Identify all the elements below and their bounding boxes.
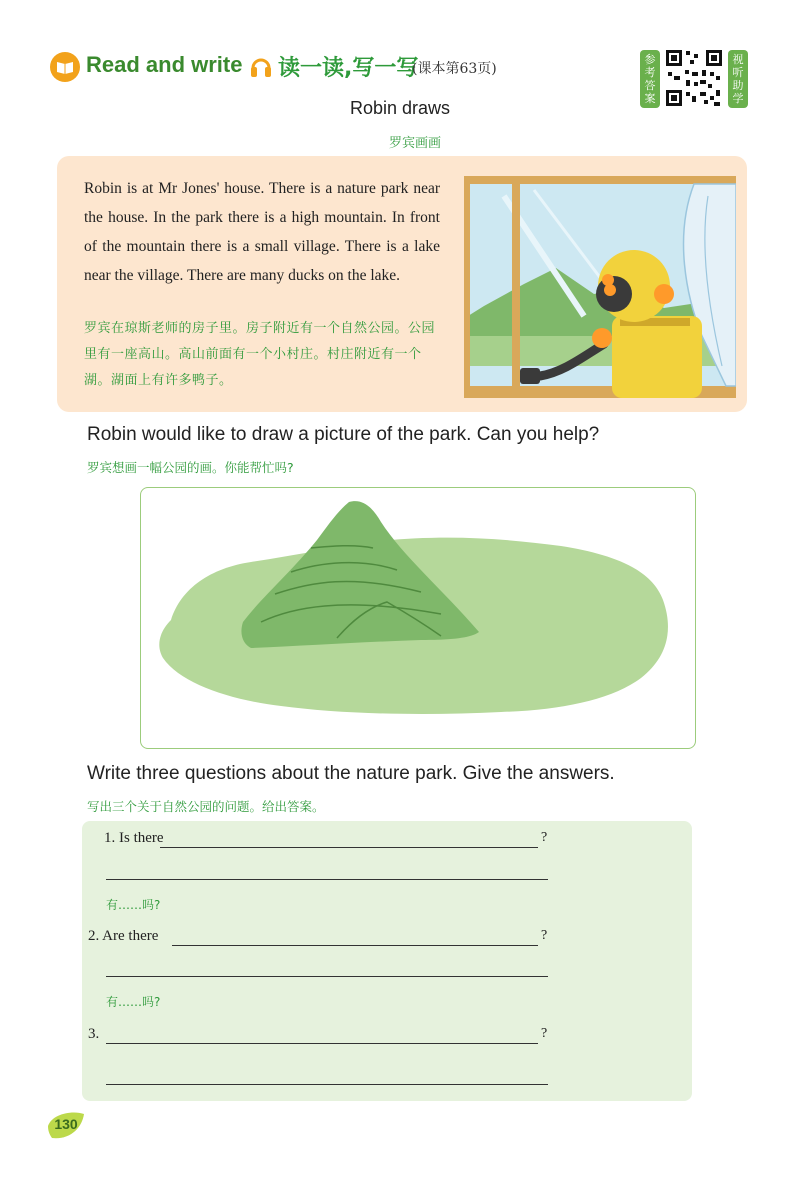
drawing-area[interactable] xyxy=(140,487,696,749)
question-1-write-line[interactable] xyxy=(160,847,538,848)
question-3-prompt: 3. xyxy=(88,1026,100,1042)
reading-passage-cn: 罗宾在琼斯老师的房子里。房子附近有一个自然公园。公园里有一座高山。高山前面有一个小村庄。村庄附近有一个湖。湖面上有许多鸭子。 xyxy=(84,321,436,388)
question-1-hint-cn: 有……吗? xyxy=(106,898,161,912)
section-title-cn: 读一读,写一写 xyxy=(278,56,419,81)
audio-video-help-label: 视听助学 xyxy=(728,50,748,108)
textbook-reference: (课本第63页) xyxy=(412,61,497,77)
question-2-hint-cn: 有……吗? xyxy=(106,995,161,1009)
page-number: 130 xyxy=(54,1116,78,1132)
question-2-mark: ? xyxy=(541,928,548,943)
question-2-write-line[interactable] xyxy=(172,945,538,946)
task-instruction-questions: Write three questions about the nature park. Give the answers. xyxy=(87,763,615,784)
question-3-write-line[interactable] xyxy=(106,1043,538,1044)
headphone-icon[interactable] xyxy=(250,54,272,80)
question-1-mark: ? xyxy=(541,830,548,845)
answer-area xyxy=(82,821,692,1101)
task-instruction-draw-cn: 罗宾想画一幅公园的画。你能帮忙吗? xyxy=(87,460,294,475)
story-subtitle-cn: 罗宾画画 xyxy=(388,136,441,151)
answer-2-write-line[interactable] xyxy=(106,976,548,977)
book-icon xyxy=(50,52,80,82)
reading-passage-en: Robin is at Mr Jones' house. There is a nature park near the house. In the park there is a high mountain. In front of the mountain there is a small village. There is a lake near the village. There are many ducks on the lake. xyxy=(84,180,440,284)
section-title: Read and write xyxy=(86,52,243,77)
answer-3-write-line[interactable] xyxy=(106,1084,548,1085)
story-title: Robin draws xyxy=(349,98,451,118)
answer-1-write-line[interactable] xyxy=(106,879,548,880)
question-3-mark: ? xyxy=(541,1026,548,1041)
question-1-prompt: 1. Is there xyxy=(104,830,164,846)
question-2-prompt: 2. Are there xyxy=(88,928,159,944)
robot-at-window-illustration xyxy=(464,176,736,398)
task-instruction-questions-cn: 写出三个关于自然公园的问题。给出答案。 xyxy=(87,799,325,814)
park-mountain-illustration xyxy=(141,488,694,747)
page-number-badge xyxy=(46,1110,86,1140)
answer-key-label: 参考答案 xyxy=(640,50,660,108)
task-instruction-draw: Robin would like to draw a picture of the park. Can you help? xyxy=(87,424,600,445)
